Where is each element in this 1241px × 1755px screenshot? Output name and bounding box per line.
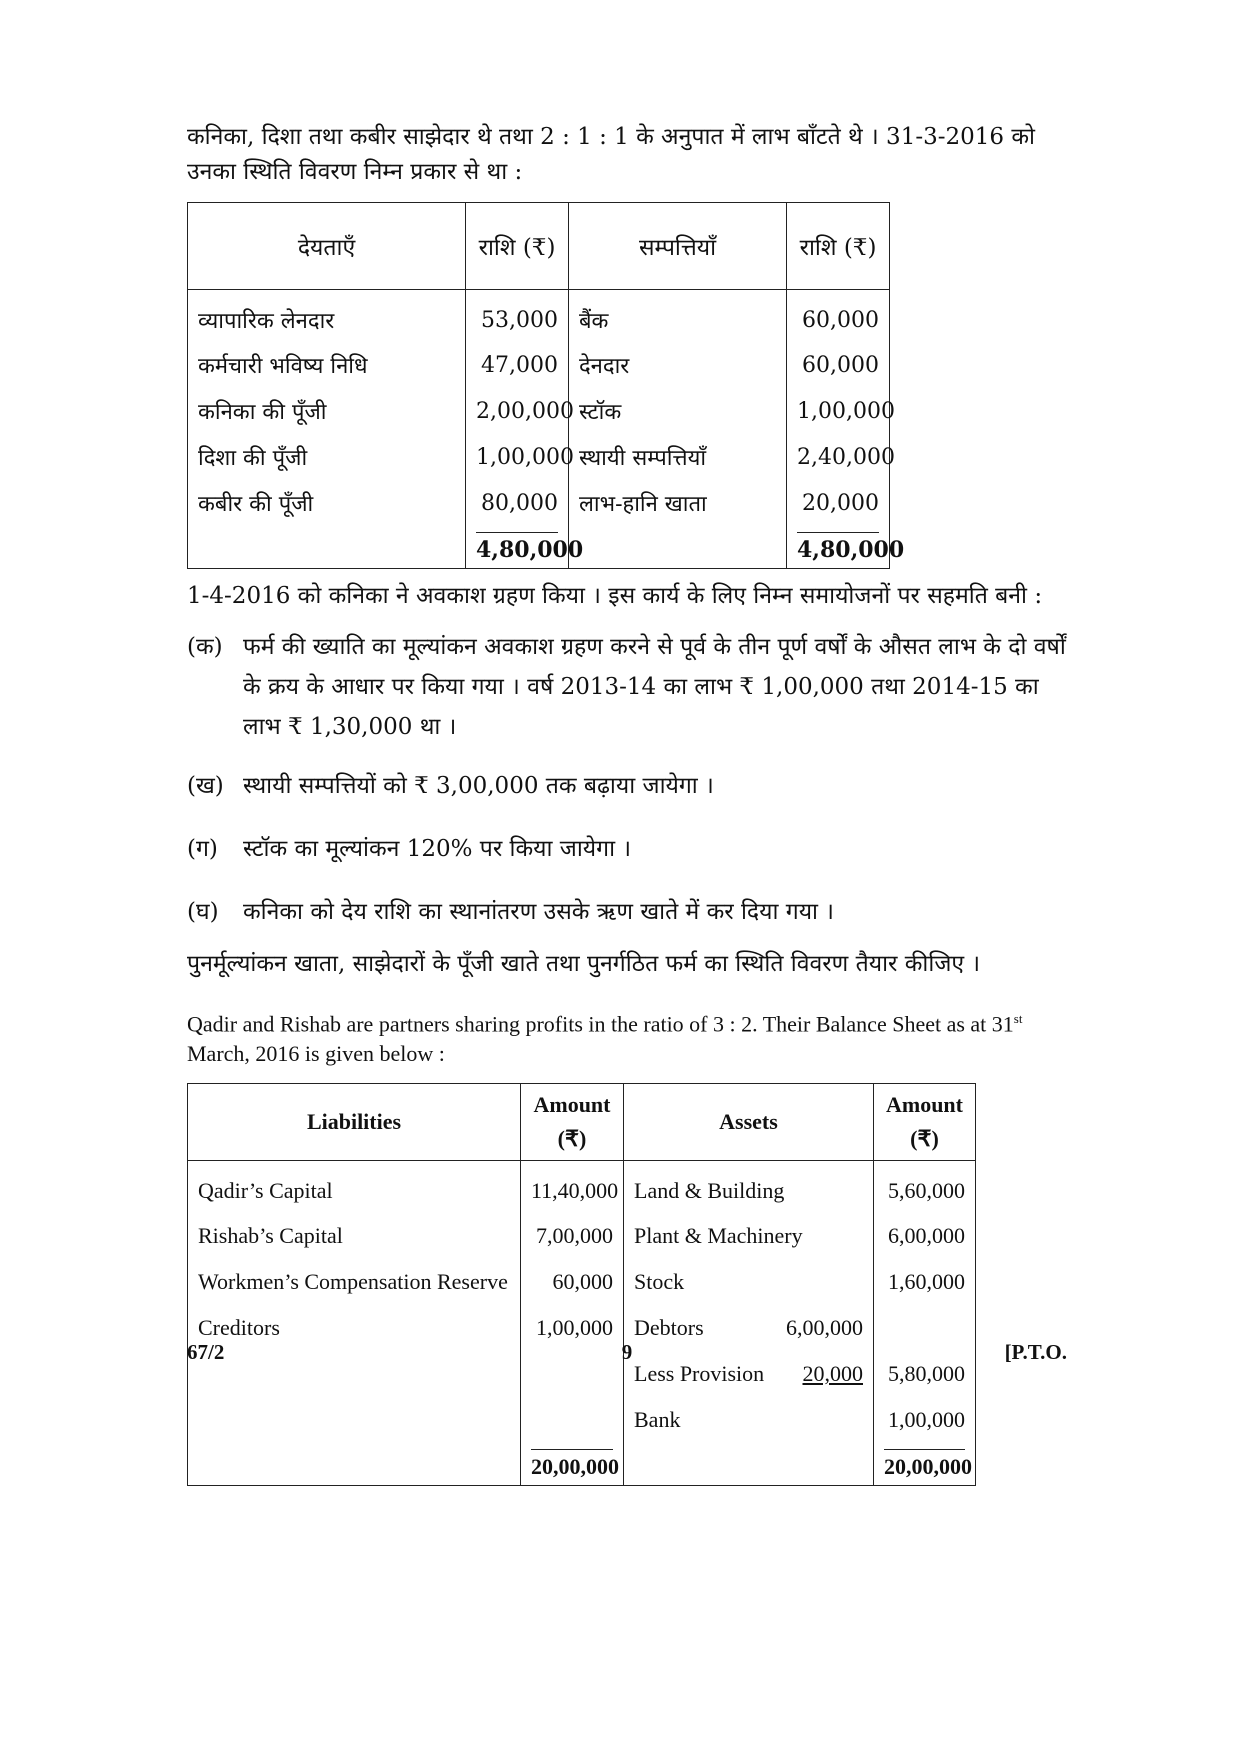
total-assets — [874, 1443, 976, 1486]
table-row — [188, 388, 890, 434]
asset-amount: 20,000 — [787, 480, 890, 526]
asset-amount: 6,00,000 — [874, 1213, 976, 1259]
liability-amount: 53,000 — [466, 290, 569, 343]
list-item — [187, 890, 1067, 934]
asset-cell — [624, 1213, 874, 1259]
retirement-text: 1-4-2016 को कनिका ने अवकाश ग्रहण किया । इस कार्य के लिए निम्न समायोजनों पर सहमति बनी : — [187, 583, 1043, 609]
liability-amount: 2,00,000 — [466, 388, 569, 434]
liability-name: Rishab’s Capital — [188, 1213, 521, 1259]
paper-code: 67/2 — [187, 1340, 225, 1364]
sub-amount: 6,00,000 — [786, 1315, 863, 1341]
list-item — [187, 764, 1067, 808]
table-row — [188, 434, 890, 480]
table-row — [188, 480, 890, 526]
asset-amount: 2,40,000 — [787, 434, 890, 480]
asset-name: Less Provision — [634, 1361, 765, 1387]
table-row — [188, 1397, 976, 1443]
liability-amount: 80,000 — [466, 480, 569, 526]
liability-amount: 60,000 — [521, 1259, 624, 1305]
total-row — [188, 526, 890, 569]
item-marker: (ख) — [187, 773, 224, 799]
liability-name — [188, 1397, 521, 1443]
item-text: स्थायी सम्पत्तियों को ₹ 3,00,000 तक बढ़ाया जायेगा । — [243, 773, 714, 799]
item-marker: (घ) — [187, 899, 219, 925]
english-intro — [187, 1004, 1067, 1069]
header-amount-label: Amount — [533, 1092, 611, 1118]
asset-cell — [624, 1259, 874, 1305]
empty-cell — [569, 526, 787, 569]
liability-amount: 7,00,000 — [521, 1213, 624, 1259]
header-amount: राशि (₹) — [466, 203, 569, 290]
asset-name: Debtors — [634, 1315, 704, 1341]
asset-name: Land & Building — [634, 1178, 785, 1204]
total-liabilities — [521, 1443, 624, 1486]
hindi-instruction: पुनर्मूल्यांकन खाता, साझेदारों के पूँजी खाते तथा पुनर्गठित फर्म का स्थिति विवरण तैयार कीजिए । — [187, 951, 981, 977]
liability-amount: 1,00,000 — [521, 1305, 624, 1351]
total-assets — [787, 526, 905, 569]
liability-amount — [521, 1397, 624, 1443]
pto-label: [P.T.O. — [1004, 1340, 1067, 1364]
list-item — [187, 827, 1067, 871]
page-number: 9 — [621, 1340, 633, 1364]
header-liabilities: देयताएँ — [188, 203, 466, 290]
asset-name: Bank — [634, 1407, 681, 1433]
total-value: 20,00,000 — [884, 1449, 965, 1480]
intro-text: March, 2016 is given below : — [187, 1041, 445, 1067]
header-currency: (₹) — [910, 1126, 939, 1152]
empty-cell — [188, 526, 466, 569]
list-item — [187, 627, 1067, 747]
item-text: फर्म की ख्याति का मूल्यांकन अवकाश ग्रहण करने से पूर्व के तीन पूर्ण वर्षों के औसत लाभ के दो वर्षों के क्रय के आधार पर किया गया । वर्ष 2013-14 का लाभ ₹ 1,00,000 तथा 2014-15 का लाभ ₹ 1,30,000 था । — [243, 634, 1066, 740]
liability-name: कनिका की पूँजी — [188, 388, 466, 434]
total-value: 20,00,000 — [531, 1449, 613, 1480]
header-liabilities: Liabilities — [188, 1084, 521, 1161]
intro-text: Qadir and Rishab are partners sharing profits in the ratio of 3 : 2. Their Balance Sheet as at 31 — [187, 1011, 1014, 1037]
liability-name: Qadir’s Capital — [188, 1161, 521, 1214]
item-marker: (क) — [187, 634, 223, 660]
header-amount — [521, 1084, 624, 1161]
liability-name: कबीर की पूँजी — [188, 480, 466, 526]
total-row — [188, 1443, 976, 1486]
item-text: कनिका को देय राशि का स्थानांतरण उसके ऋण खाते में कर दिया गया । — [243, 899, 835, 925]
hindi-intro: कनिका, दिशा तथा कबीर साझेदार थे तथा 2 : 1 : 1 के अनुपात में लाभ बाँटते थे । 31-3-2016 को उनका स्थिति विवरण निम्न प्रकार से था : — [187, 124, 1035, 185]
hindi-balance-sheet — [187, 202, 905, 569]
superscript: st — [1013, 1011, 1023, 1026]
page-content — [187, 120, 1067, 1486]
total-liabilities — [466, 526, 584, 569]
empty-cell — [188, 1443, 521, 1486]
table-row — [188, 342, 890, 388]
asset-name: Stock — [634, 1269, 685, 1295]
asset-amount: 5,80,000 — [874, 1351, 976, 1397]
header-assets: सम्पत्तियाँ — [569, 203, 787, 290]
liability-name: दिशा की पूँजी — [188, 434, 466, 480]
english-balance-sheet — [187, 1083, 976, 1486]
liability-name: कर्मचारी भविष्य निधि — [188, 342, 466, 388]
table-row — [188, 290, 890, 343]
liability-name: Workmen’s Compensation Reserve — [188, 1259, 521, 1305]
asset-cell — [624, 1397, 874, 1443]
asset-amount: 60,000 — [787, 342, 890, 388]
adjustment-list — [187, 627, 1067, 934]
sub-amount: 20,000 — [802, 1361, 863, 1387]
total-value: 4,80,000 — [476, 532, 558, 563]
table-row — [188, 1213, 976, 1259]
table-row — [188, 1259, 976, 1305]
liability-amount: 1,00,000 — [466, 434, 569, 480]
asset-amount: 1,00,000 — [874, 1397, 976, 1443]
asset-name: देनदार — [569, 342, 787, 388]
total-value: 4,80,000 — [797, 532, 879, 563]
asset-amount: 1,00,000 — [787, 388, 890, 434]
asset-name: स्टॉक — [569, 388, 787, 434]
asset-cell — [624, 1161, 874, 1214]
header-currency: (₹) — [557, 1126, 587, 1152]
asset-amount: 5,60,000 — [874, 1161, 976, 1214]
header-amount: राशि (₹) — [787, 203, 890, 290]
item-marker: (ग) — [187, 836, 218, 862]
asset-name: लाभ-हानि खाता — [569, 480, 787, 526]
empty-cell — [624, 1443, 874, 1486]
asset-name: Plant & Machinery — [634, 1223, 803, 1249]
liability-amount: 11,40,000 — [521, 1161, 624, 1214]
asset-name: स्थायी सम्पत्तियाँ — [569, 434, 787, 480]
liability-amount: 47,000 — [466, 342, 569, 388]
header-amount — [874, 1084, 976, 1161]
liability-name: व्यापारिक लेनदार — [188, 290, 466, 343]
liability-name: Creditors — [188, 1305, 521, 1351]
header-amount-label: Amount — [885, 1092, 963, 1118]
asset-amount: 1,60,000 — [874, 1259, 976, 1305]
header-assets: Assets — [624, 1084, 874, 1161]
asset-name: बैंक — [569, 290, 787, 343]
table-row — [188, 1161, 976, 1214]
asset-amount: 60,000 — [787, 290, 890, 343]
item-text: स्टॉक का मूल्यांकन 120% पर किया जायेगा । — [243, 836, 632, 862]
page-footer — [187, 1340, 1067, 1370]
